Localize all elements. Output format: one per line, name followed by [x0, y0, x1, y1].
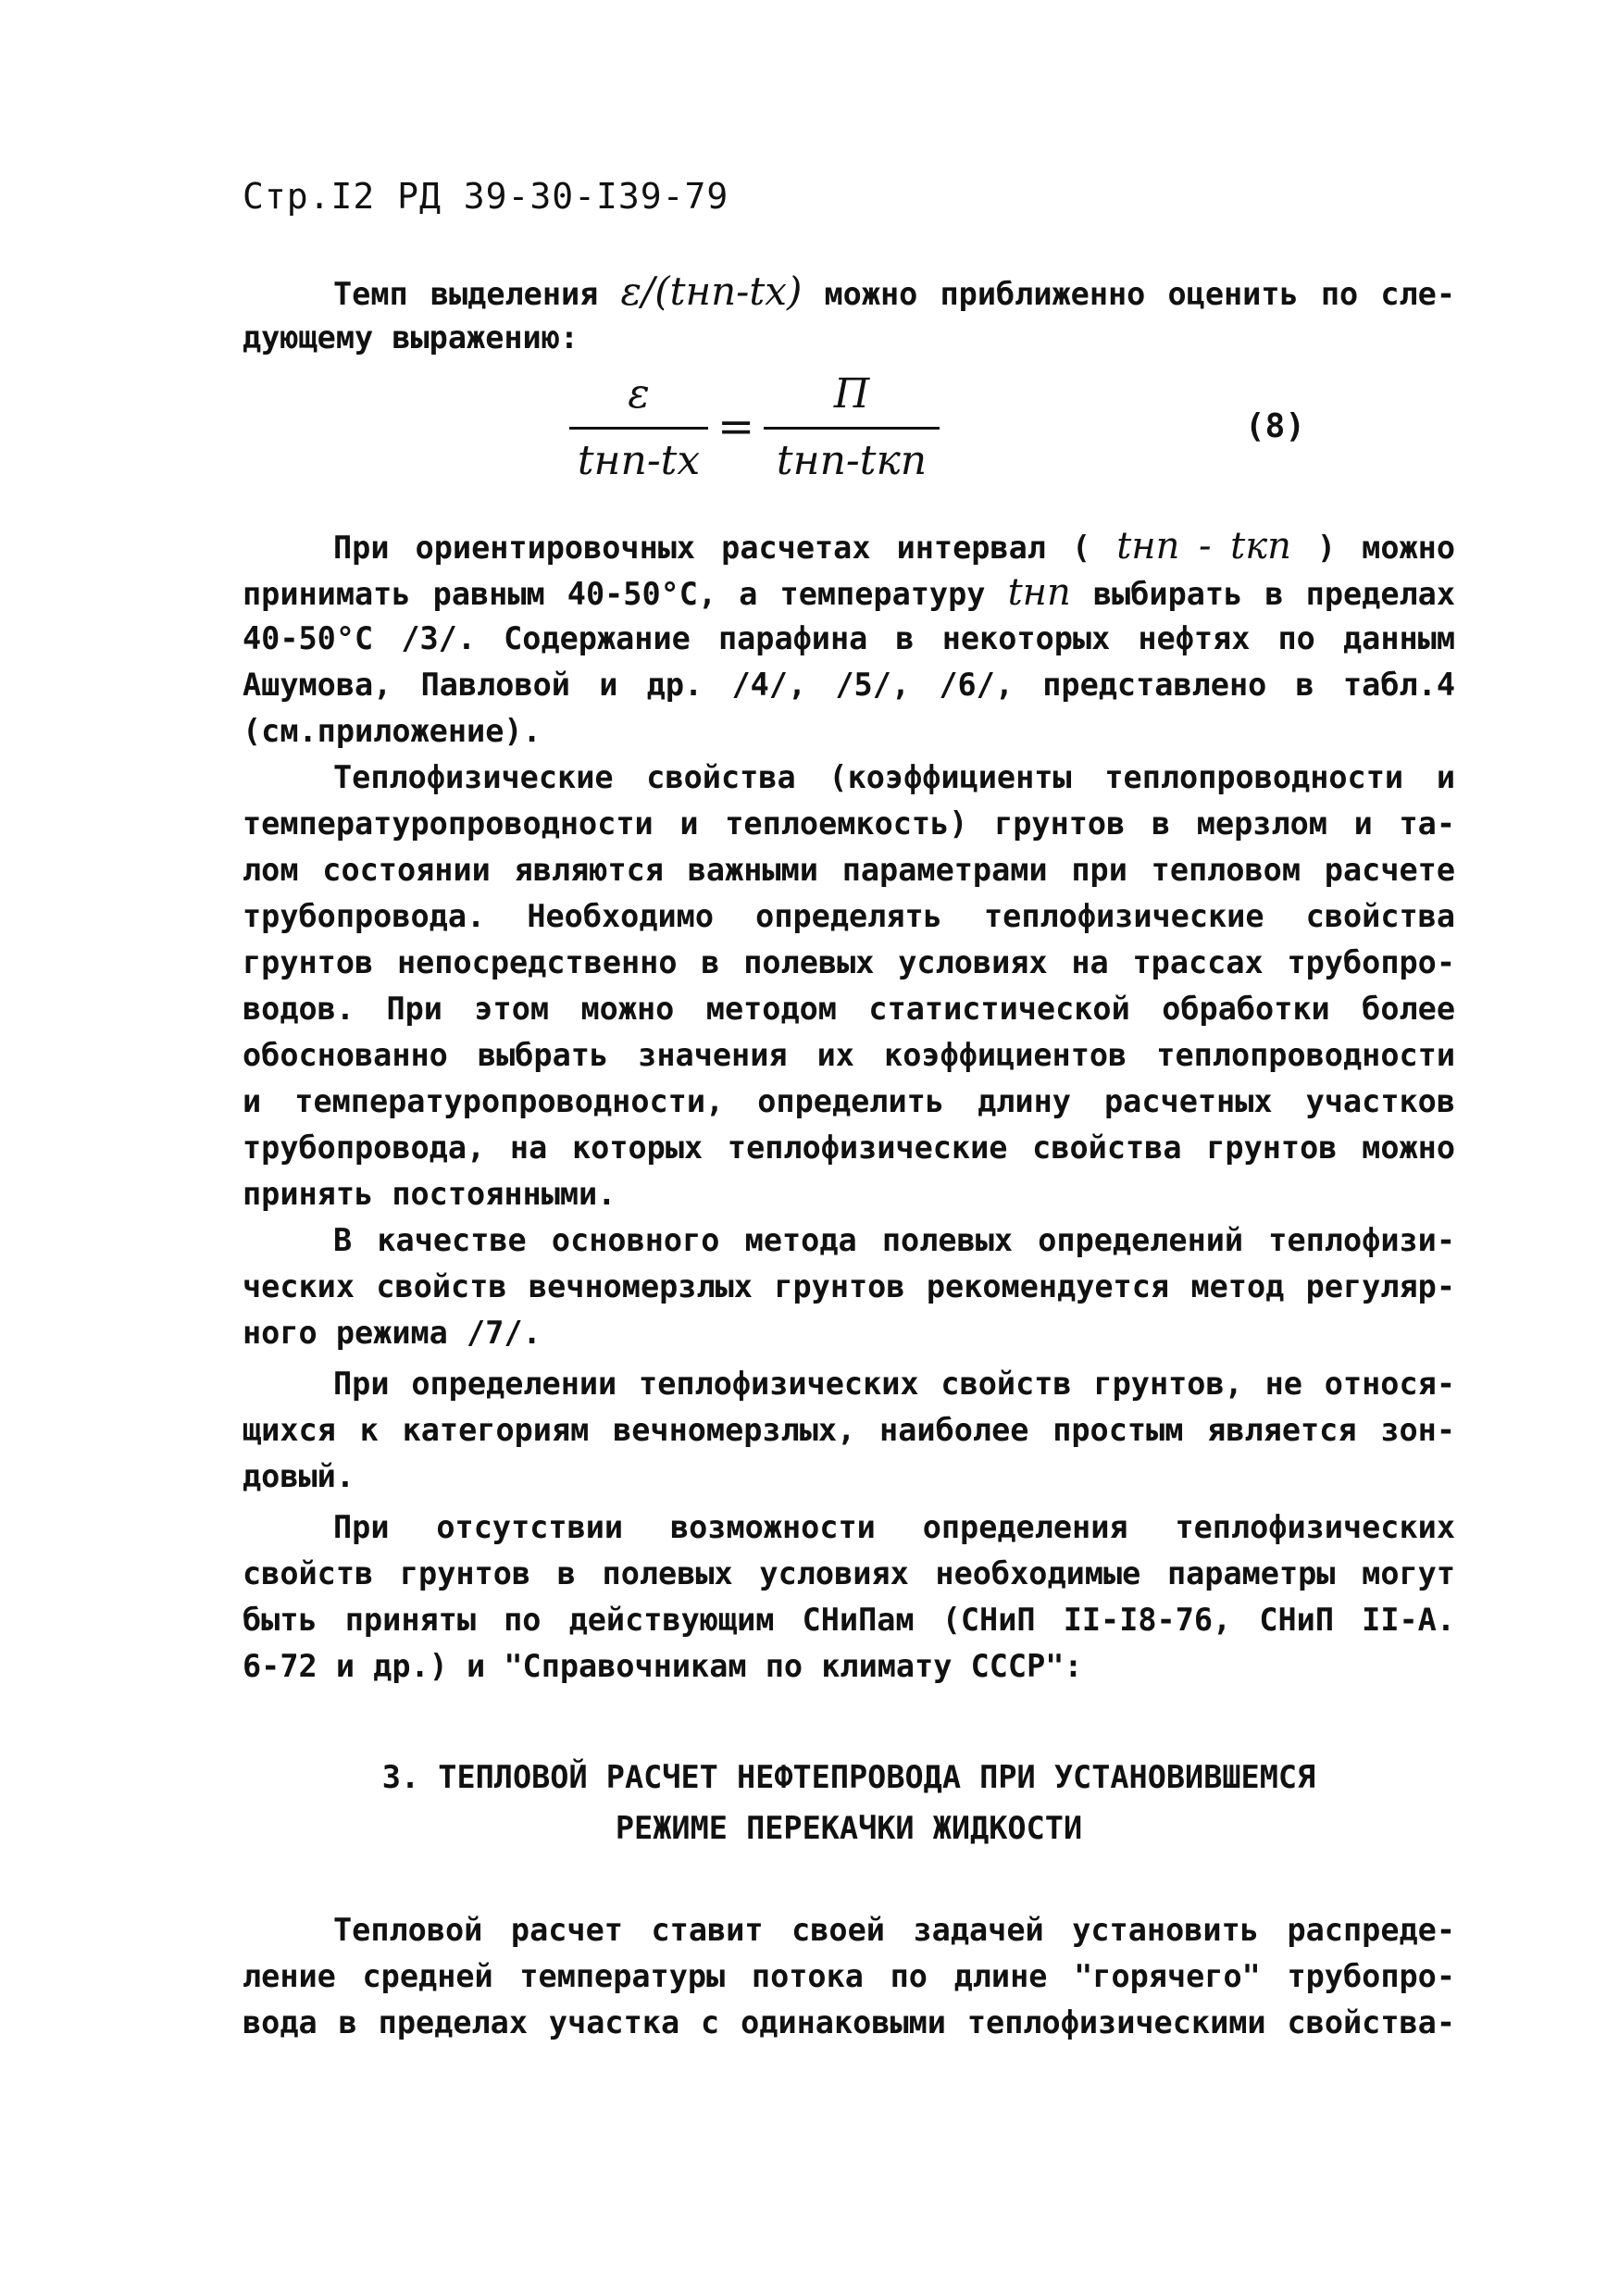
paragraph-3-line: и температуропроводности, определить длину расчетных участков [243, 1083, 1455, 1119]
text-fragment: можно приближенно оценить по сле- [824, 276, 1455, 312]
paragraph-1-line-2: дующему выражению: [243, 319, 579, 356]
paragraph-7-line: ление средней температуры потока по длине "горячего" трубопро- [243, 1958, 1455, 1994]
page-header: Стр.I2 РД 39-30-I39-79 [243, 176, 729, 217]
paragraph-2-line-1 [333, 523, 1455, 569]
paragraph-4-line: ческих свойств вечномерзлых грунтов рекомендуется метод регуляр- [243, 1268, 1455, 1304]
paragraph-6-line: свойств грунтов в полевых условиях необходимые параметры могут [243, 1555, 1455, 1591]
paragraph-2-line-2 [243, 569, 1455, 616]
text-fragment: Темп выделения [333, 276, 599, 312]
inline-formula-ratio: ε/(tнп-tх) [620, 268, 803, 314]
paragraph-3-line: водов. При этом можно методом статистической обработки более [243, 991, 1455, 1027]
fraction-bar [764, 427, 940, 430]
section-heading-line-1: 3. ТЕПЛОВОЙ РАСЧЕТ НЕФТЕПРОВОДА ПРИ УСТАНОВИВШЕМСЯ [381, 1759, 1316, 1795]
fraction-left-numerator: ε [628, 370, 650, 418]
paragraph-3-line: трубопровода. Необходимо определять теплофизические свойства [243, 898, 1455, 934]
text-fragment: При ориентировочных расчетах интервал ( [333, 530, 1091, 566]
paragraph-4-line: В качестве основного метода полевых определений теплофизи- [333, 1222, 1455, 1258]
fraction-left [569, 366, 708, 495]
paragraph-5-line: При определении теплофизических свойств грунтов, не относя- [333, 1366, 1455, 1402]
fraction-left-denominator: tнп-tх [577, 437, 701, 484]
paragraph-3-line: температуропроводности и теплоемкость) грунтов в мерзлом и та- [243, 805, 1455, 842]
text-fragment: принимать равным 40-50°С, а температуру [243, 576, 986, 612]
fraction-right-numerator: П [833, 370, 870, 418]
inline-formula-t-np: tнп [1007, 571, 1071, 614]
paragraph-5-line: довый. [243, 1458, 355, 1494]
paragraph-3-line: принять постоянными. [243, 1176, 616, 1212]
paragraph-2-line-5: (см.приложение). [243, 713, 542, 749]
fraction-bar [569, 427, 708, 430]
paragraph-2-line-3: 40-50°С /3/. Содержание парафина в некоторых нефтях по данным [243, 620, 1455, 656]
paragraph-7-line: вода в пределах участка с одинаковыми теплофизическими свойства- [243, 2004, 1455, 2040]
paragraph-3-line: трубопровода, на которых теплофизические свойства грунтов можно [243, 1129, 1455, 1166]
paragraph-3-line: обоснованно выбрать значения их коэффициентов теплопроводности [243, 1037, 1455, 1073]
paragraph-6-line: При отсутствии возможности определения теплофизических [333, 1509, 1455, 1545]
fraction-right [764, 366, 940, 495]
fraction-right-denominator: tнп-tкп [776, 437, 928, 484]
paragraph-3-line: Теплофизические свойства (коэффициенты теплопроводности и [333, 759, 1455, 795]
text-fragment: ) можно [1316, 530, 1455, 566]
text-fragment: выбирать в пределах [1092, 576, 1456, 612]
paragraph-1-line-1 [333, 268, 1455, 315]
paragraph-3-line: грунтов непосредственно в полевых условиях на трассах трубопро- [243, 944, 1455, 980]
inline-formula-interval: tнп - tкп [1116, 525, 1291, 568]
paragraph-2-line-4: Ашумова, Павловой и др. /4/, /5/, /6/, представлено в табл.4 [243, 667, 1455, 703]
paragraph-7-line: Тепловой расчет ставит своей задачей установить распреде- [333, 1912, 1455, 1948]
paragraph-6-line: быть приняты по действующим СНиПам (СНиП II-I8-76, СНиП II-А. [243, 1602, 1455, 1638]
equals-sign: = [717, 401, 755, 453]
equation-number: (8) [1245, 407, 1306, 445]
paragraph-5-line: щихся к категориям вечномерзлых, наиболее простым является зон- [243, 1412, 1455, 1448]
paragraph-4-line: ного режима /7/. [243, 1315, 542, 1351]
paragraph-6-line: 6-72 и др.) и "Справочникам по климату СССР": [243, 1648, 1083, 1684]
paragraph-3-line: лом состоянии являются важными параметрами при тепловом расчете [243, 852, 1455, 888]
section-heading-line-2: РЕЖИМЕ ПЕРЕКАЧКИ ЖИДКОСТИ [615, 1810, 1083, 1846]
formula-8 [569, 366, 967, 495]
